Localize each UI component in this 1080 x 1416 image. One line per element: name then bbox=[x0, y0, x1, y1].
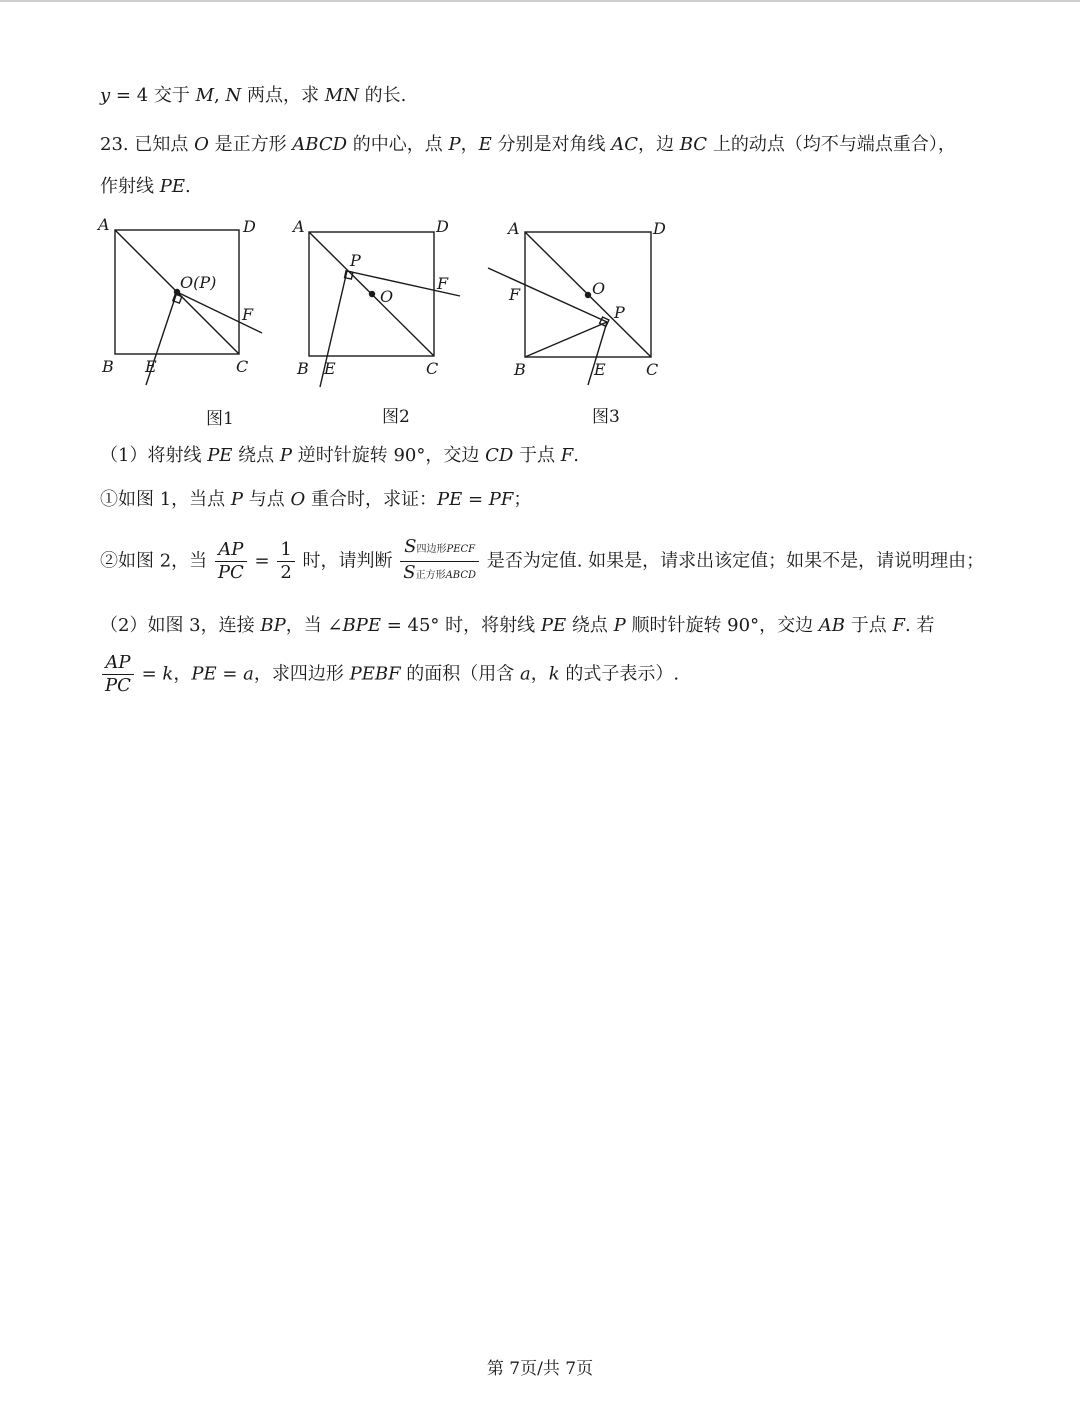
figures bbox=[0, 210, 1080, 440]
text-line-1 bbox=[100, 84, 406, 108]
text: 是否为定值. 如果是，请求出该定值；如果不是，请说明理由； bbox=[481, 550, 985, 572]
text: ，当 ∠ bbox=[285, 615, 343, 636]
var: PEBF bbox=[349, 663, 401, 685]
fig1-right-angle bbox=[173, 294, 182, 303]
fig2-point-o bbox=[369, 291, 375, 297]
var-n: N bbox=[225, 85, 242, 106]
var: P bbox=[230, 489, 244, 510]
part-2-line-1 bbox=[100, 614, 934, 638]
text: . 若 bbox=[904, 615, 935, 636]
fig3-segment-bp bbox=[525, 322, 607, 357]
text: 逆时针旋转 90°，交边 bbox=[292, 445, 486, 466]
part-1-1-line bbox=[100, 488, 531, 512]
figure-2-caption: 图2 bbox=[382, 407, 410, 427]
var: F bbox=[892, 615, 905, 636]
text: 分别是对角线 bbox=[491, 134, 612, 155]
part-2-line-2 bbox=[100, 652, 679, 697]
fig3-point-o bbox=[585, 292, 591, 298]
text: 于点 bbox=[513, 445, 561, 466]
var: F bbox=[560, 445, 574, 466]
text: 是正方形 bbox=[208, 134, 293, 155]
var: AB bbox=[818, 615, 846, 636]
text: 两点，求 bbox=[241, 85, 325, 106]
figure-1-caption: 图1 bbox=[206, 409, 234, 429]
var: a bbox=[520, 663, 531, 685]
var: a bbox=[243, 663, 254, 685]
text: = bbox=[135, 663, 163, 685]
fig3-label-a: A bbox=[508, 219, 520, 238]
text: 正方形 bbox=[415, 570, 446, 581]
fig2-label-d: D bbox=[436, 217, 449, 236]
var: O bbox=[290, 489, 306, 510]
fig2-label-o: O bbox=[380, 287, 394, 306]
fig2-right-angle bbox=[345, 271, 353, 279]
var: O bbox=[194, 134, 209, 155]
fig1-label-f: F bbox=[242, 305, 254, 324]
text: 绕点 bbox=[232, 445, 280, 466]
text: ， bbox=[173, 663, 192, 685]
text: 的中心，点 bbox=[347, 134, 449, 155]
fig2-label-p: P bbox=[350, 251, 361, 270]
text: （2）如图 3，连接 bbox=[100, 615, 261, 636]
text: 的长. bbox=[358, 85, 407, 106]
text: 上的动点（均不与端点重合）， bbox=[707, 134, 956, 155]
text: . bbox=[573, 445, 580, 466]
fraction-one-half bbox=[277, 539, 294, 584]
denominator: PC bbox=[105, 675, 131, 696]
fig2-label-b: B bbox=[297, 359, 309, 378]
question-23-line-2 bbox=[100, 175, 191, 199]
var: ABCD bbox=[292, 134, 348, 155]
fraction-ap-pc bbox=[102, 652, 134, 697]
text: = bbox=[462, 489, 489, 510]
text: 作射线 bbox=[100, 176, 160, 197]
var: BPE bbox=[342, 615, 381, 636]
var: ABCD bbox=[445, 570, 477, 581]
fig3-label-e: E bbox=[594, 360, 606, 379]
part-1-2-line bbox=[100, 536, 984, 587]
fig3-label-f: F bbox=[509, 285, 521, 304]
var: P bbox=[279, 445, 293, 466]
fig3-label-d: D bbox=[653, 219, 666, 238]
question-23-line-1 bbox=[100, 133, 956, 157]
fig1-label-op: O(P) bbox=[180, 273, 217, 292]
numerator: 1 bbox=[277, 539, 294, 562]
top-border bbox=[0, 0, 1080, 2]
numerator bbox=[400, 536, 479, 562]
text: ，求四边形 bbox=[253, 663, 350, 685]
var: PE bbox=[159, 176, 185, 197]
denominator: 2 bbox=[280, 562, 292, 583]
denominator: PC bbox=[217, 562, 244, 583]
text: = 45° 时，将射线 bbox=[381, 615, 541, 636]
figure-3-caption: 图3 bbox=[592, 407, 620, 427]
var: PE bbox=[540, 615, 567, 636]
text: 时，请判断 bbox=[296, 550, 399, 572]
fig1-label-a: A bbox=[98, 215, 110, 234]
var-m: M bbox=[195, 85, 215, 106]
var-y: y bbox=[100, 85, 111, 106]
fig1-label-e: E bbox=[145, 357, 157, 376]
var: E bbox=[478, 134, 492, 155]
text: 顺时针旋转 90°，交边 bbox=[625, 615, 819, 636]
fig2-label-c: C bbox=[426, 359, 439, 378]
var: PE bbox=[207, 445, 233, 466]
fig3-label-o: O bbox=[592, 279, 606, 298]
var: k bbox=[162, 663, 174, 685]
text: = bbox=[248, 550, 276, 572]
fraction-ap-pc bbox=[215, 539, 247, 584]
text: ②如图 2，当 bbox=[100, 550, 213, 572]
page-footer: 第 7页/共 7页 bbox=[486, 1359, 594, 1379]
var: BC bbox=[679, 134, 708, 155]
fig1-label-b: B bbox=[102, 357, 114, 376]
var: PE bbox=[191, 663, 217, 685]
text: 重合时，求证： bbox=[305, 489, 437, 510]
fig3-label-c: C bbox=[646, 360, 659, 379]
fig2-label-e: E bbox=[324, 359, 336, 378]
part-1-line bbox=[100, 444, 579, 468]
subscript bbox=[416, 570, 476, 581]
var: P bbox=[448, 134, 461, 155]
fig2-label-a: A bbox=[293, 217, 305, 236]
symbol-s: S bbox=[403, 562, 416, 583]
var: PE bbox=[436, 489, 463, 510]
text: 于点 bbox=[845, 615, 893, 636]
text: 四边形 bbox=[416, 544, 447, 555]
text: 与点 bbox=[243, 489, 291, 510]
text: ①如图 1，当点 bbox=[100, 489, 231, 510]
text: ； bbox=[513, 489, 532, 510]
var: CD bbox=[485, 445, 514, 466]
fig2-label-f: F bbox=[437, 274, 449, 293]
text: = bbox=[216, 663, 244, 685]
fig1-label-d: D bbox=[243, 217, 256, 236]
var: k bbox=[548, 663, 560, 685]
numerator: AP bbox=[215, 539, 247, 562]
text: = 4 交于 bbox=[110, 85, 196, 106]
text: ， bbox=[530, 663, 549, 685]
var: PF bbox=[488, 489, 514, 510]
text: ， bbox=[460, 134, 479, 155]
fraction-area-ratio bbox=[400, 536, 479, 587]
var: BP bbox=[260, 615, 286, 636]
text: 的式子表示）. bbox=[559, 663, 680, 685]
subscript bbox=[416, 544, 475, 555]
text: 绕点 bbox=[566, 615, 614, 636]
question-number: 23. 已知点 bbox=[100, 134, 195, 155]
symbol-s: S bbox=[404, 536, 417, 557]
denominator bbox=[400, 562, 479, 587]
var-mn: MN bbox=[324, 85, 359, 106]
fig3-label-b: B bbox=[514, 360, 526, 379]
text: , bbox=[214, 85, 226, 106]
var: P bbox=[613, 615, 626, 636]
text: 的面积（用含 bbox=[400, 663, 521, 685]
text: ，边 bbox=[638, 134, 680, 155]
fig3-label-p: P bbox=[614, 303, 625, 322]
text: . bbox=[185, 176, 191, 197]
var: PECF bbox=[446, 544, 476, 555]
text: （1）将射线 bbox=[100, 445, 208, 466]
fig1-label-c: C bbox=[236, 357, 249, 376]
numerator: AP bbox=[102, 652, 134, 675]
var: AC bbox=[611, 134, 639, 155]
